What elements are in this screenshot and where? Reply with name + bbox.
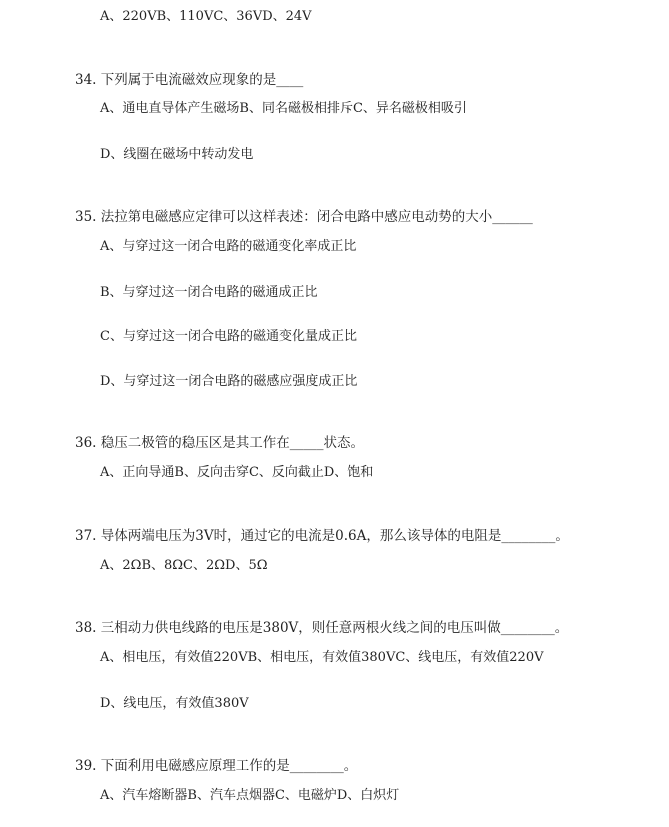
option-line: D、线电压，有效值380V xyxy=(100,696,249,711)
option-line: A、正向导通B、反向击穿C、反向截止D、饱和 xyxy=(100,465,374,480)
option-line: D、线圈在磁场中转动发电 xyxy=(100,147,254,162)
question-36: 36. 稳压二极管的稳压区是其工作在_____状态。 xyxy=(75,435,365,451)
option-line: B、与穿过这一闭合电路的磁通成正比 xyxy=(100,285,318,300)
option-line: A、2ΩB、8ΩC、2ΩD、5Ω xyxy=(100,558,268,573)
option-line: A、与穿过这一闭合电路的磁通变化率成正比 xyxy=(100,239,357,254)
option-line: A、通电直导体产生磁场B、同名磁极相排斥C、异名磁极相吸引 xyxy=(100,101,467,116)
question-34: 34. 下列属于电流磁效应现象的是____ xyxy=(75,72,304,88)
option-line: A、汽车熔断器B、汽车点烟器C、电磁炉D、白炽灯 xyxy=(100,788,400,803)
question-35: 35. 法拉第电磁感应定律可以这样表述：闭合电路中感应电动势的大小______ xyxy=(75,209,533,225)
question-39: 39. 下面利用电磁感应原理工作的是________。 xyxy=(75,758,358,774)
option-line: A、220VB、110VC、36VD、24V xyxy=(100,9,312,24)
option-line: A、相电压，有效值220VB、相电压，有效值380VC、线电压，有效值220V xyxy=(100,650,544,665)
option-line: C、与穿过这一闭合电路的磁通变化量成正比 xyxy=(100,329,357,344)
question-38: 38. 三相动力供电线路的电压是380V，则任意两根火线之间的电压叫做________。 xyxy=(75,620,569,636)
question-37: 37. 导体两端电压为3V时，通过它的电流是0.6A，那么该导体的电阻是________。 xyxy=(75,528,569,544)
option-line: D、与穿过这一闭合电路的磁感应强度成正比 xyxy=(100,374,358,389)
